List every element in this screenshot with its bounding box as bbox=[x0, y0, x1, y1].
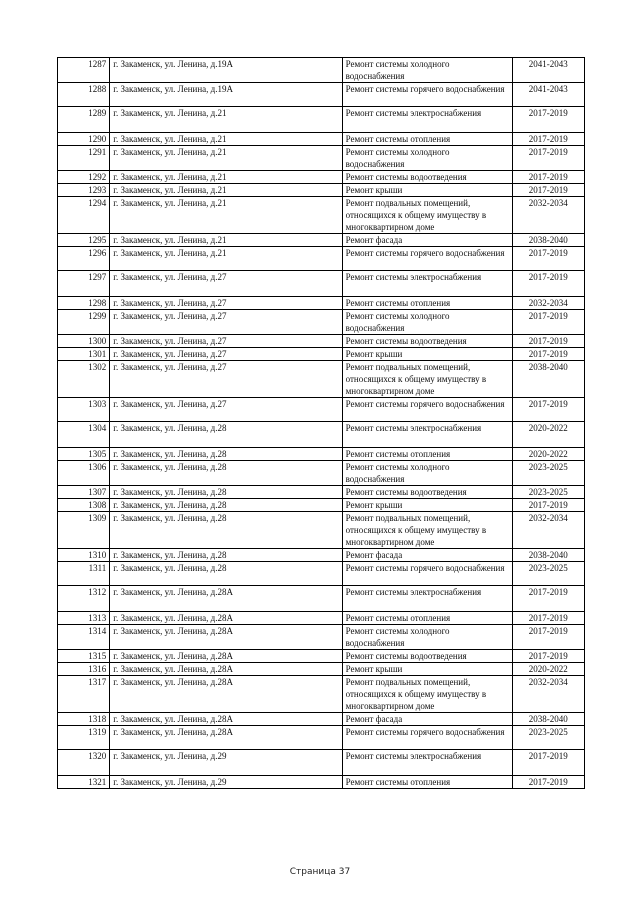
row-number: 1304 bbox=[58, 422, 110, 448]
table-row bbox=[58, 83, 585, 107]
table-row bbox=[58, 562, 585, 586]
row-address: г. Закаменск, ул. Ленина, д.21 bbox=[110, 107, 342, 133]
row-period: 2023-2025 bbox=[512, 726, 584, 750]
table-row bbox=[58, 247, 585, 271]
row-work-type: Ремонт системы отопления bbox=[342, 297, 512, 310]
table-row bbox=[58, 146, 585, 171]
row-work-type: Ремонт системы отопления bbox=[342, 448, 512, 461]
row-address: г. Закаменск, ул. Ленина, д.28 bbox=[110, 512, 342, 549]
row-number: 1320 bbox=[58, 750, 110, 776]
row-address: г. Закаменск, ул. Ленина, д.21 bbox=[110, 234, 342, 247]
row-address: г. Закаменск, ул. Ленина, д.28 bbox=[110, 486, 342, 499]
row-address: г. Закаменск, ул. Ленина, д.27 bbox=[110, 348, 342, 361]
row-work-type: Ремонт системы холодного водоснабжения bbox=[342, 58, 512, 83]
table-row bbox=[58, 663, 585, 676]
row-number: 1289 bbox=[58, 107, 110, 133]
row-address: г. Закаменск, ул. Ленина, д.21 bbox=[110, 247, 342, 271]
row-work-type: Ремонт фасада bbox=[342, 234, 512, 247]
row-period: 2023-2025 bbox=[512, 461, 584, 486]
table-body bbox=[58, 58, 585, 789]
row-period: 2017-2019 bbox=[512, 625, 584, 650]
row-period: 2038-2040 bbox=[512, 549, 584, 562]
row-number: 1310 bbox=[58, 549, 110, 562]
row-period: 2032-2034 bbox=[512, 297, 584, 310]
table-row bbox=[58, 713, 585, 726]
page-number: Страница 37 bbox=[289, 867, 351, 877]
table-row bbox=[58, 499, 585, 512]
table-row bbox=[58, 271, 585, 297]
row-number: 1294 bbox=[58, 197, 110, 234]
row-work-type: Ремонт системы горячего водоснабжения bbox=[342, 247, 512, 271]
row-period: 2017-2019 bbox=[512, 107, 584, 133]
row-period: 2017-2019 bbox=[512, 499, 584, 512]
row-address: г. Закаменск, ул. Ленина, д.19А bbox=[110, 83, 342, 107]
row-number: 1299 bbox=[58, 310, 110, 335]
row-number: 1306 bbox=[58, 461, 110, 486]
row-period: 2017-2019 bbox=[512, 398, 584, 422]
row-address: г. Закаменск, ул. Ленина, д.28А bbox=[110, 586, 342, 612]
table-row bbox=[58, 776, 585, 789]
row-period: 2017-2019 bbox=[512, 133, 584, 146]
row-number: 1303 bbox=[58, 398, 110, 422]
row-work-type: Ремонт системы холодного водоснабжения bbox=[342, 146, 512, 171]
row-period: 2041-2043 bbox=[512, 58, 584, 83]
table-row bbox=[58, 612, 585, 625]
row-period: 2017-2019 bbox=[512, 776, 584, 789]
row-address: г. Закаменск, ул. Ленина, д.21 bbox=[110, 146, 342, 171]
row-number: 1295 bbox=[58, 234, 110, 247]
row-number: 1319 bbox=[58, 726, 110, 750]
row-number: 1291 bbox=[58, 146, 110, 171]
row-period: 2017-2019 bbox=[512, 335, 584, 348]
row-work-type: Ремонт подвальных помещений, относящихся к общему имуществу в многоквартирном доме bbox=[342, 512, 512, 549]
row-number: 1313 bbox=[58, 612, 110, 625]
row-work-type: Ремонт системы электроснабжения bbox=[342, 107, 512, 133]
row-period: 2017-2019 bbox=[512, 184, 584, 197]
row-work-type: Ремонт крыши bbox=[342, 499, 512, 512]
row-work-type: Ремонт крыши bbox=[342, 348, 512, 361]
row-period: 2020-2022 bbox=[512, 422, 584, 448]
row-address: г. Закаменск, ул. Ленина, д.28 bbox=[110, 562, 342, 586]
row-address: г. Закаменск, ул. Ленина, д.29 bbox=[110, 750, 342, 776]
row-address: г. Закаменск, ул. Ленина, д.28А bbox=[110, 726, 342, 750]
row-number: 1308 bbox=[58, 499, 110, 512]
row-period: 2023-2025 bbox=[512, 562, 584, 586]
row-work-type: Ремонт системы электроснабжения bbox=[342, 586, 512, 612]
row-number: 1321 bbox=[58, 776, 110, 789]
row-period: 2017-2019 bbox=[512, 146, 584, 171]
row-address: г. Закаменск, ул. Ленина, д.28 bbox=[110, 448, 342, 461]
table-row bbox=[58, 348, 585, 361]
table-row bbox=[58, 297, 585, 310]
row-work-type: Ремонт подвальных помещений, относящихся к общему имуществу в многоквартирном доме bbox=[342, 361, 512, 398]
table-row bbox=[58, 133, 585, 146]
row-address: г. Закаменск, ул. Ленина, д.28А bbox=[110, 676, 342, 713]
row-work-type: Ремонт крыши bbox=[342, 184, 512, 197]
repair-schedule-table bbox=[57, 57, 585, 789]
row-address: г. Закаменск, ул. Ленина, д.28А bbox=[110, 713, 342, 726]
table-row bbox=[58, 171, 585, 184]
row-address: г. Закаменск, ул. Ленина, д.27 bbox=[110, 335, 342, 348]
row-address: г. Закаменск, ул. Ленина, д.21 bbox=[110, 197, 342, 234]
row-number: 1314 bbox=[58, 625, 110, 650]
row-work-type: Ремонт системы электроснабжения bbox=[342, 750, 512, 776]
row-period: 2017-2019 bbox=[512, 612, 584, 625]
row-work-type: Ремонт системы отопления bbox=[342, 776, 512, 789]
row-number: 1293 bbox=[58, 184, 110, 197]
table-row bbox=[58, 512, 585, 549]
row-address: г. Закаменск, ул. Ленина, д.29 bbox=[110, 776, 342, 789]
row-work-type: Ремонт системы горячего водоснабжения bbox=[342, 398, 512, 422]
row-address: г. Закаменск, ул. Ленина, д.21 bbox=[110, 133, 342, 146]
row-address: г. Закаменск, ул. Ленина, д.28А bbox=[110, 625, 342, 650]
row-address: г. Закаменск, ул. Ленина, д.27 bbox=[110, 361, 342, 398]
row-period: 2038-2040 bbox=[512, 361, 584, 398]
table-row bbox=[58, 234, 585, 247]
table-row bbox=[58, 750, 585, 776]
row-work-type: Ремонт системы электроснабжения bbox=[342, 422, 512, 448]
row-address: г. Закаменск, ул. Ленина, д.21 bbox=[110, 184, 342, 197]
row-address: г. Закаменск, ул. Ленина, д.28 bbox=[110, 549, 342, 562]
row-number: 1312 bbox=[58, 586, 110, 612]
row-period: 2017-2019 bbox=[512, 271, 584, 297]
row-number: 1301 bbox=[58, 348, 110, 361]
row-address: г. Закаменск, ул. Ленина, д.28 bbox=[110, 461, 342, 486]
row-address: г. Закаменск, ул. Ленина, д.27 bbox=[110, 297, 342, 310]
table-row bbox=[58, 625, 585, 650]
row-work-type: Ремонт подвальных помещений, относящихся к общему имуществу в многоквартирном доме bbox=[342, 197, 512, 234]
row-work-type: Ремонт системы водоотведения bbox=[342, 171, 512, 184]
table-row bbox=[58, 549, 585, 562]
row-number: 1302 bbox=[58, 361, 110, 398]
row-address: г. Закаменск, ул. Ленина, д.27 bbox=[110, 398, 342, 422]
row-work-type: Ремонт системы холодного водоснабжения bbox=[342, 625, 512, 650]
row-address: г. Закаменск, ул. Ленина, д.19А bbox=[110, 58, 342, 83]
row-period: 2032-2034 bbox=[512, 197, 584, 234]
row-work-type: Ремонт системы водоотведения bbox=[342, 335, 512, 348]
table-row bbox=[58, 726, 585, 750]
row-period: 2017-2019 bbox=[512, 586, 584, 612]
row-period: 2017-2019 bbox=[512, 750, 584, 776]
row-period: 2017-2019 bbox=[512, 247, 584, 271]
row-number: 1309 bbox=[58, 512, 110, 549]
row-number: 1305 bbox=[58, 448, 110, 461]
row-number: 1300 bbox=[58, 335, 110, 348]
row-work-type: Ремонт системы водоотведения bbox=[342, 650, 512, 663]
row-period: 2038-2040 bbox=[512, 234, 584, 247]
row-number: 1297 bbox=[58, 271, 110, 297]
table-row bbox=[58, 58, 585, 83]
row-address: г. Закаменск, ул. Ленина, д.28 bbox=[110, 499, 342, 512]
table-row bbox=[58, 184, 585, 197]
table-row bbox=[58, 586, 585, 612]
row-work-type: Ремонт системы горячего водоснабжения bbox=[342, 726, 512, 750]
table-row bbox=[58, 422, 585, 448]
row-work-type: Ремонт крыши bbox=[342, 663, 512, 676]
row-address: г. Закаменск, ул. Ленина, д.21 bbox=[110, 171, 342, 184]
row-address: г. Закаменск, ул. Ленина, д.28А bbox=[110, 663, 342, 676]
row-number: 1316 bbox=[58, 663, 110, 676]
table-row bbox=[58, 650, 585, 663]
row-number: 1287 bbox=[58, 58, 110, 83]
row-address: г. Закаменск, ул. Ленина, д.27 bbox=[110, 271, 342, 297]
row-period: 2032-2034 bbox=[512, 512, 584, 549]
row-number: 1315 bbox=[58, 650, 110, 663]
row-work-type: Ремонт подвальных помещений, относящихся к общему имуществу в многоквартирном доме bbox=[342, 676, 512, 713]
row-period: 2017-2019 bbox=[512, 650, 584, 663]
row-period: 2020-2022 bbox=[512, 448, 584, 461]
row-period: 2032-2034 bbox=[512, 676, 584, 713]
row-number: 1292 bbox=[58, 171, 110, 184]
row-period: 2017-2019 bbox=[512, 171, 584, 184]
row-work-type: Ремонт системы электроснабжения bbox=[342, 271, 512, 297]
table-row bbox=[58, 461, 585, 486]
row-period: 2023-2025 bbox=[512, 486, 584, 499]
row-address: г. Закаменск, ул. Ленина, д.28А bbox=[110, 650, 342, 663]
table-row bbox=[58, 107, 585, 133]
row-address: г. Закаменск, ул. Ленина, д.27 bbox=[110, 310, 342, 335]
row-number: 1317 bbox=[58, 676, 110, 713]
table-row bbox=[58, 197, 585, 234]
row-period: 2020-2022 bbox=[512, 663, 584, 676]
table-row bbox=[58, 486, 585, 499]
row-address: г. Закаменск, ул. Ленина, д.28А bbox=[110, 612, 342, 625]
row-work-type: Ремонт системы отопления bbox=[342, 133, 512, 146]
row-work-type: Ремонт фасада bbox=[342, 713, 512, 726]
row-work-type: Ремонт системы горячего водоснабжения bbox=[342, 562, 512, 586]
row-period: 2017-2019 bbox=[512, 310, 584, 335]
row-number: 1311 bbox=[58, 562, 110, 586]
table-row bbox=[58, 676, 585, 713]
row-number: 1318 bbox=[58, 713, 110, 726]
row-work-type: Ремонт системы холодного водоснабжения bbox=[342, 461, 512, 486]
row-work-type: Ремонт системы отопления bbox=[342, 612, 512, 625]
row-work-type: Ремонт фасада bbox=[342, 549, 512, 562]
row-work-type: Ремонт системы водоотведения bbox=[342, 486, 512, 499]
table-row bbox=[58, 448, 585, 461]
row-work-type: Ремонт системы горячего водоснабжения bbox=[342, 83, 512, 107]
row-period: 2017-2019 bbox=[512, 348, 584, 361]
table-row bbox=[58, 335, 585, 348]
row-number: 1290 bbox=[58, 133, 110, 146]
table-row bbox=[58, 361, 585, 398]
row-address: г. Закаменск, ул. Ленина, д.28 bbox=[110, 422, 342, 448]
row-number: 1298 bbox=[58, 297, 110, 310]
row-work-type: Ремонт системы холодного водоснабжения bbox=[342, 310, 512, 335]
row-period: 2041-2043 bbox=[512, 83, 584, 107]
row-number: 1307 bbox=[58, 486, 110, 499]
table-row bbox=[58, 398, 585, 422]
row-number: 1288 bbox=[58, 83, 110, 107]
row-number: 1296 bbox=[58, 247, 110, 271]
row-period: 2038-2040 bbox=[512, 713, 584, 726]
table-row bbox=[58, 310, 585, 335]
